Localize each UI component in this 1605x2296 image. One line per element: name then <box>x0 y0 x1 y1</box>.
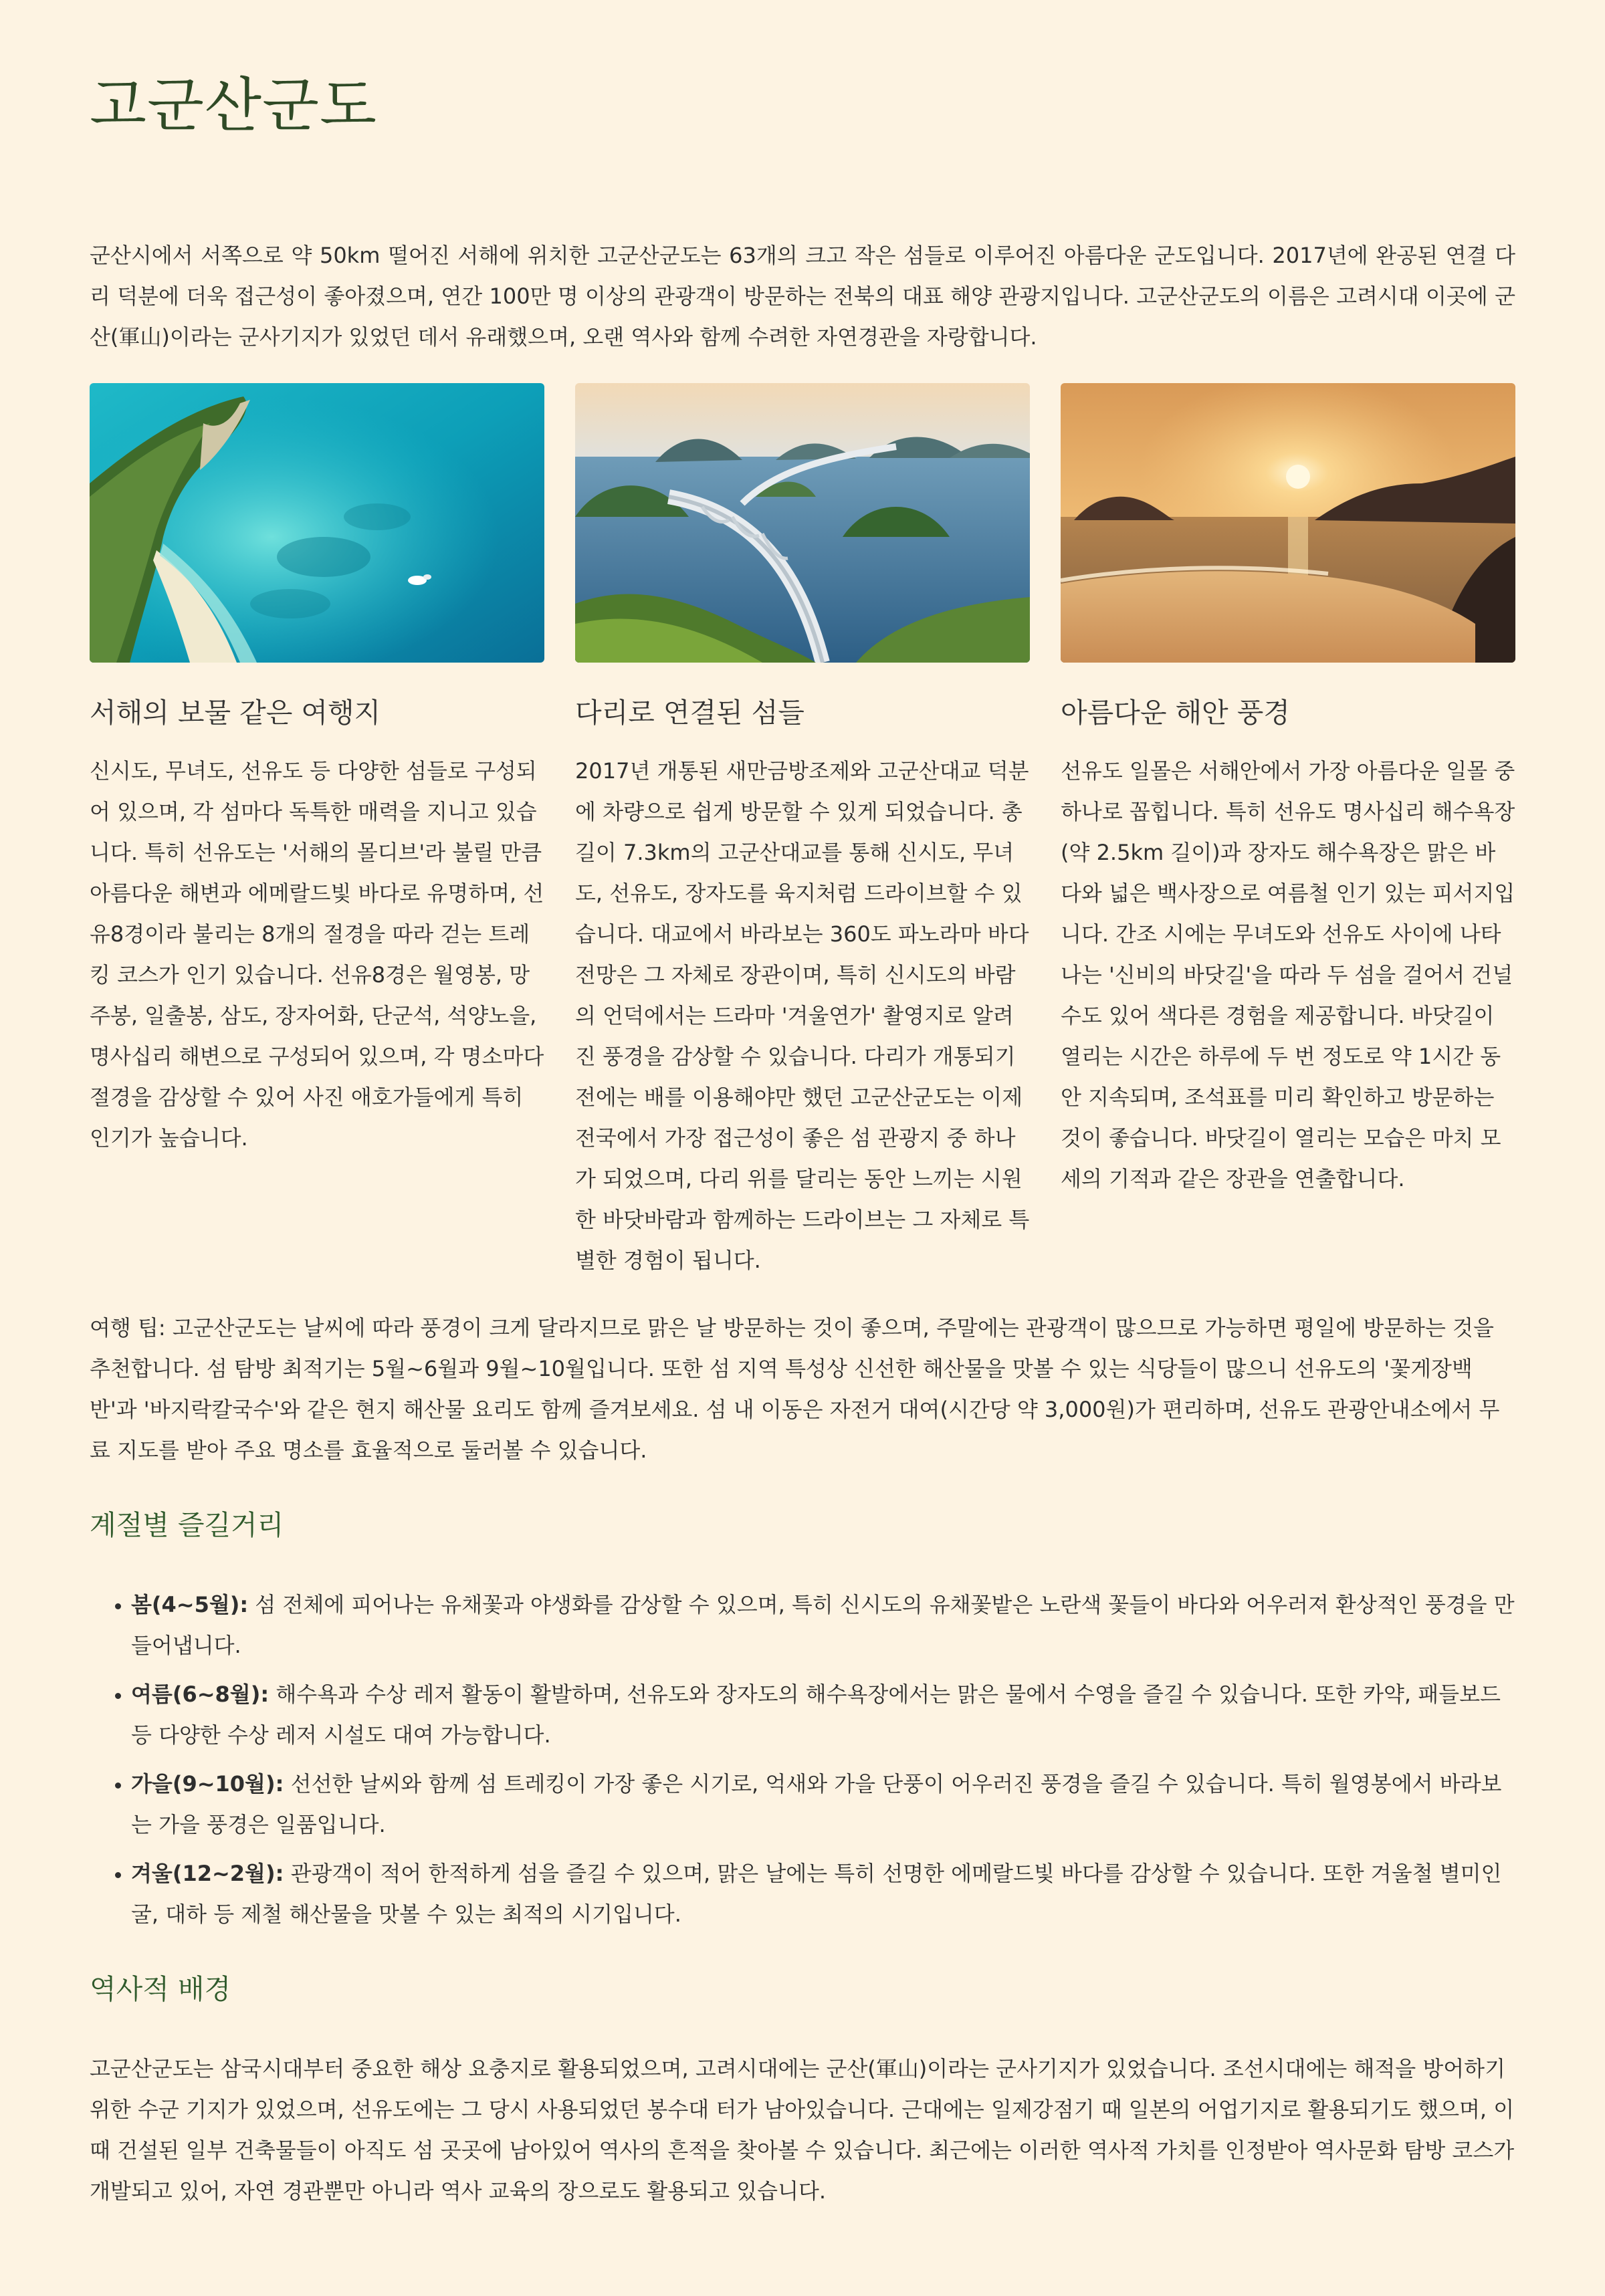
lagoon-aerial-photo <box>90 383 544 663</box>
bridge-islands-photo <box>575 383 1030 663</box>
list-item <box>131 1853 1515 1935</box>
page-title: 고군산군도 <box>90 71 378 140</box>
season-label: 봄(4~5월): <box>131 1592 249 1617</box>
card-body: 선유도 일몰은 서해안에서 가장 아름다운 일몰 중 하나로 꼽힙니다. 특히 선유도 명사십리 해수욕장(약 2.5km 길이)과 장자도 해수욕장은 맑은 바다와 넓은 백사장으로 여름철 인기 있는 피서지입니다. 간조 시에는 무녀도와 선유도 사이에 나타나는 '신비의 바닷길'을 따라 두 섬을 걸어서 건널 수도 있어 색다른 경험을 제공합니다. 바닷길이 열리는 시간은 하루에 두 번 정도로 약 1시간 동안 지속되며, 조석표를 미리 확인하고 방문하는 것이 좋습니다. 바닷길이 열리는 모습은 마치 모세의 기적과 같은 장관을 연출합니다. <box>1061 758 1515 1191</box>
list-item <box>131 1585 1515 1666</box>
feature-card <box>1061 383 1515 1281</box>
season-label: 여름(6~8월): <box>131 1682 270 1707</box>
section-heading-seasons: 계절별 즐길거리 <box>90 1509 284 1541</box>
list-item <box>131 1674 1515 1756</box>
season-text: 섬 전체에 피어나는 유채꽃과 야생화를 감상할 수 있으며, 특히 신시도의 유채꽃밭은 노란색 꽃들이 바다와 어우러져 환상적인 풍경을 만들어냅니다. <box>131 1592 1515 1658</box>
season-text: 선선한 날씨와 함께 섬 트레킹이 가장 좋은 시기로, 억새와 가을 단풍이 어우러진 풍경을 즐길 수 있습니다. 특히 월영봉에서 바라보는 가을 풍경은 일품입니다. <box>131 1771 1502 1837</box>
season-label: 가을(9~10월): <box>131 1771 284 1797</box>
card-body: 신시도, 무녀도, 선유도 등 다양한 섬들로 구성되어 있으며, 각 섬마다 독특한 매력을 지니고 있습니다. 특히 선유도는 '서해의 몰디브'라 불릴 만큼 아름다운 해변과 에메랄드빛 바다로 유명하며, 선유8경이라 불리는 8개의 절경을 따라 걷는 트레킹 코스가 인기 있습니다. 선유8경은 월영봉, 망주봉, 일출봉, 삼도, 장자어화, 단군석, 석양노을, 명사십리 해변으로 구성되어 있으며, 각 명소마다 절경을 감상할 수 있어 사진 애호가들에게 특히 인기가 높습니다. <box>90 758 544 1151</box>
travel-tip: 여행 팁: 고군산군도는 날씨에 따라 풍경이 크게 달라지므로 맑은 날 방문하는 것이 좋으며, 주말에는 관광객이 많으므로 가능하면 평일에 방문하는 것을 추천합니다. 섬 탐방 최적기는 5월~6월과 9월~10월입니다. 또한 섬 지역 특성상 신선한 해산물을 맛볼 수 있는 식당들이 많으니 선유도의 '꽃게장백반'과 '바지락칼국수'와 같은 현지 해산물 요리도 함께 즐겨보세요. 섬 내 이동은 자전거 대여(시간당 약 3,000원)가 편리하며, 선유도 관광안내소에서 무료 지도를 받아 주요 명소를 효율적으로 둘러볼 수 있습니다. <box>90 1315 1500 1463</box>
feature-card <box>575 383 1030 1281</box>
season-text: 관광객이 적어 한적하게 섬을 즐길 수 있으며, 맑은 날에는 특히 선명한 에메랄드빛 바다를 감상할 수 있습니다. 또한 겨울철 별미인 굴, 대하 등 제철 해산물을 맛볼 수 있는 최적의 시기입니다. <box>131 1861 1502 1927</box>
season-label: 겨울(12~2월): <box>131 1861 284 1886</box>
sunset-beach-photo <box>1061 383 1515 663</box>
card-heading: 다리로 연결된 섬들 <box>575 697 805 729</box>
card-heading: 서해의 보물 같은 여행지 <box>90 697 381 729</box>
section-heading-history: 역사적 배경 <box>90 1973 231 2005</box>
seasons-list <box>90 1585 1515 1935</box>
feature-card <box>90 383 544 1281</box>
season-text: 해수욕과 수상 레저 활동이 활발하며, 선유도와 장자도의 해수욕장에서는 맑은 물에서 수영을 즐길 수 있습니다. 또한 카약, 패들보드 등 다양한 수상 레저 시설도 대여 가능합니다. <box>131 1682 1501 1748</box>
card-body: 2017년 개통된 새만금방조제와 고군산대교 덕분에 차량으로 쉽게 방문할 수 있게 되었습니다. 총 길이 7.3km의 고군산대교를 통해 신시도, 무녀도, 선유도, 장자도를 육지처럼 드라이브할 수 있습니다. 대교에서 바라보는 360도 파노라마 바다 전망은 그 자체로 장관이며, 특히 신시도의 바람의 언덕에서는 드라마 '겨울연가' 촬영지로 알려진 풍경을 감상할 수 있습니다. 다리가 개통되기 전에는 배를 이용해야만 했던 고군산군도는 이제 전국에서 가장 접근성이 좋은 섬 관광지 중 하나가 되었으며, 다리 위를 달리는 동안 느끼는 시원한 바닷바람과 함께하는 드라이브는 그 자체로 특별한 경험이 됩니다. <box>575 758 1030 1273</box>
history-paragraph: 고군산군도는 삼국시대부터 중요한 해상 요충지로 활용되었으며, 고려시대에는 군산(軍山)이라는 군사기지가 있었습니다. 조선시대에는 해적을 방어하기 위한 수군 기지가 있었으며, 선유도에는 그 당시 사용되었던 봉수대 터가 남아있습니다. 근대에는 일제강점기 때 일본의 어업기지로 활용되기도 했으며, 이때 건설된 일부 건축물들이 아직도 섬 곳곳에 남아있어 역사의 흔적을 찾아볼 수 있습니다. 최근에는 이러한 역사적 가치를 인정받아 역사문화 탐방 코스가 개발되고 있어, 자연 경관뿐만 아니라 역사 교육의 장으로도 활용되고 있습니다. <box>90 2056 1515 2204</box>
feature-cards <box>90 383 1515 1281</box>
list-item <box>131 1764 1515 1845</box>
intro-paragraph: 군산시에서 서쪽으로 약 50km 떨어진 서해에 위치한 고군산군도는 63개의 크고 작은 섬들로 이루어진 아름다운 군도입니다. 2017년에 완공된 연결 다리 덕분에 더욱 접근성이 좋아졌으며, 연간 100만 명 이상의 관광객이 방문하는 전북의 대표 해양 관광지입니다. 고군산군도의 이름은 고려시대 이곳에 군산(軍山)이라는 군사기지가 있었던 데서 유래했으며, 오랜 역사와 함께 수려한 자연경관을 자랑합니다. <box>90 243 1515 350</box>
card-heading: 아름다운 해안 풍경 <box>1061 697 1290 729</box>
